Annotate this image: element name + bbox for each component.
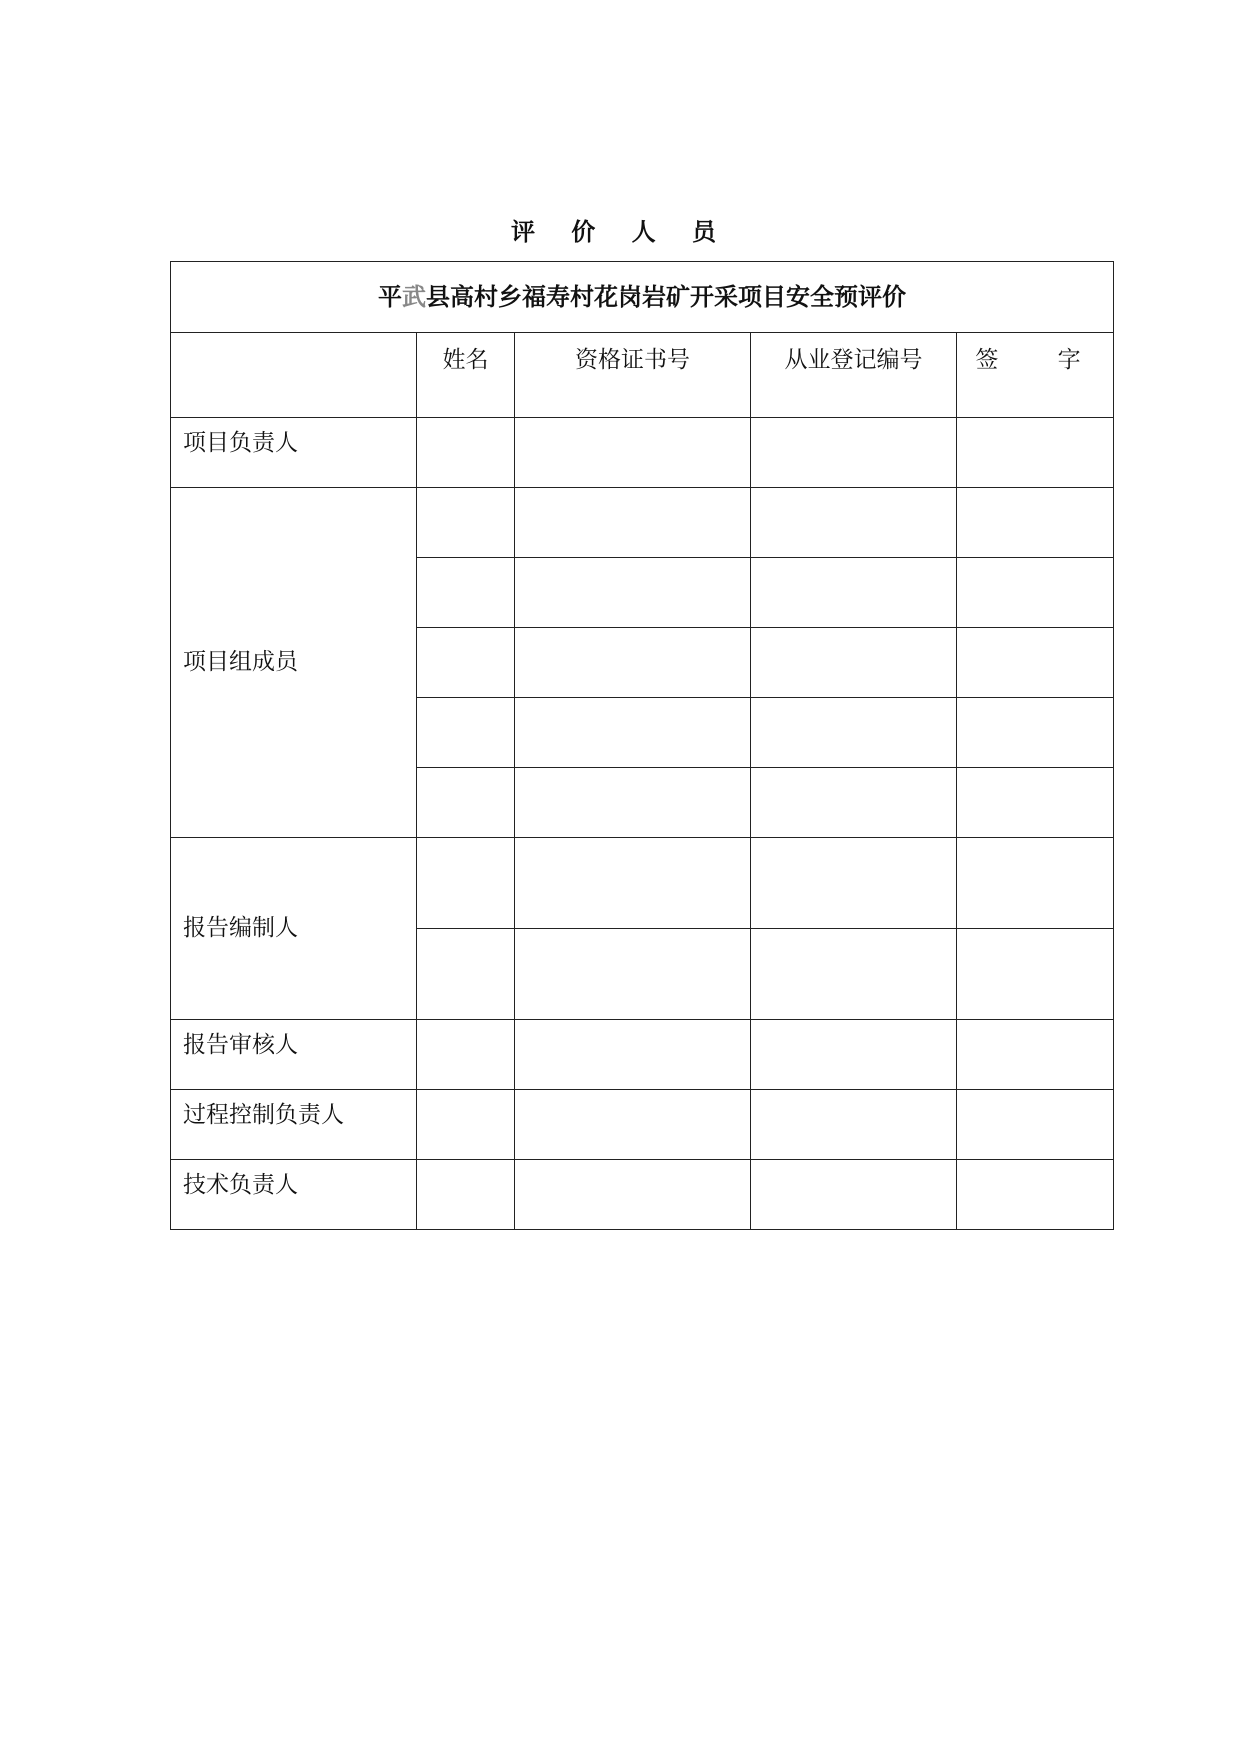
certificate-field[interactable] <box>515 628 751 698</box>
name-field[interactable] <box>417 488 515 558</box>
table-row <box>171 838 1114 929</box>
registration-field[interactable] <box>751 1020 957 1090</box>
registration-field[interactable] <box>751 488 957 558</box>
signature-field[interactable] <box>957 1160 1114 1230</box>
header-certificate-no: 资格证书号 <box>515 333 751 418</box>
header-signature-label: 签 字 <box>975 347 1107 373</box>
signature-field[interactable] <box>957 1020 1114 1090</box>
role-report-reviewer: 报告审核人 <box>171 1020 417 1090</box>
project-title-rest: 县高村乡福寿村花岗岩矿开采项目安全预评价 <box>426 281 906 311</box>
certificate-field[interactable] <box>515 698 751 768</box>
role-technical-leader: 技术负责人 <box>171 1160 417 1230</box>
name-field[interactable] <box>417 628 515 698</box>
table-row <box>171 1090 1114 1160</box>
certificate-field[interactable] <box>515 838 751 929</box>
table-row <box>171 1020 1114 1090</box>
certificate-field[interactable] <box>515 418 751 488</box>
registration-field[interactable] <box>751 768 957 838</box>
header-signature <box>957 333 1114 418</box>
role-project-members: 项目组成员 <box>171 488 417 838</box>
role-report-author: 报告编制人 <box>171 838 417 1020</box>
table-row <box>171 488 1114 558</box>
registration-field[interactable] <box>751 838 957 929</box>
header-role <box>171 333 417 418</box>
name-field[interactable] <box>417 838 515 929</box>
registration-field[interactable] <box>751 1090 957 1160</box>
name-field[interactable] <box>417 418 515 488</box>
registration-field[interactable] <box>751 929 957 1020</box>
header-name: 姓名 <box>417 333 515 418</box>
project-title-cell <box>171 262 1114 333</box>
name-field[interactable] <box>417 1020 515 1090</box>
certificate-field[interactable] <box>515 768 751 838</box>
registration-field[interactable] <box>751 558 957 628</box>
name-field[interactable] <box>417 768 515 838</box>
table-row <box>171 1160 1114 1230</box>
certificate-field[interactable] <box>515 1160 751 1230</box>
role-process-control: 过程控制负责人 <box>171 1090 417 1160</box>
page-title: 评 价 人 员 <box>510 217 731 246</box>
signature-field[interactable] <box>957 1090 1114 1160</box>
evaluation-personnel-table <box>170 261 1114 1230</box>
certificate-field[interactable] <box>515 929 751 1020</box>
name-field[interactable] <box>417 1090 515 1160</box>
header-registration-no: 从业登记编号 <box>751 333 957 418</box>
signature-field[interactable] <box>957 558 1114 628</box>
certificate-field[interactable] <box>515 558 751 628</box>
registration-field[interactable] <box>751 418 957 488</box>
role-project-leader: 项目负责人 <box>171 418 417 488</box>
name-field[interactable] <box>417 1160 515 1230</box>
name-field[interactable] <box>417 698 515 768</box>
certificate-field[interactable] <box>515 488 751 558</box>
signature-field[interactable] <box>957 418 1114 488</box>
signature-field[interactable] <box>957 488 1114 558</box>
signature-field[interactable] <box>957 768 1114 838</box>
project-title-prefix: 平 <box>378 281 402 311</box>
registration-field[interactable] <box>751 698 957 768</box>
registration-field[interactable] <box>751 628 957 698</box>
certificate-field[interactable] <box>515 1020 751 1090</box>
signature-field[interactable] <box>957 698 1114 768</box>
project-title-highlight: 武 <box>402 281 426 311</box>
signature-field[interactable] <box>957 628 1114 698</box>
table-row <box>171 418 1114 488</box>
signature-field[interactable] <box>957 838 1114 929</box>
registration-field[interactable] <box>751 1160 957 1230</box>
signature-field[interactable] <box>957 929 1114 1020</box>
name-field[interactable] <box>417 929 515 1020</box>
name-field[interactable] <box>417 558 515 628</box>
certificate-field[interactable] <box>515 1090 751 1160</box>
